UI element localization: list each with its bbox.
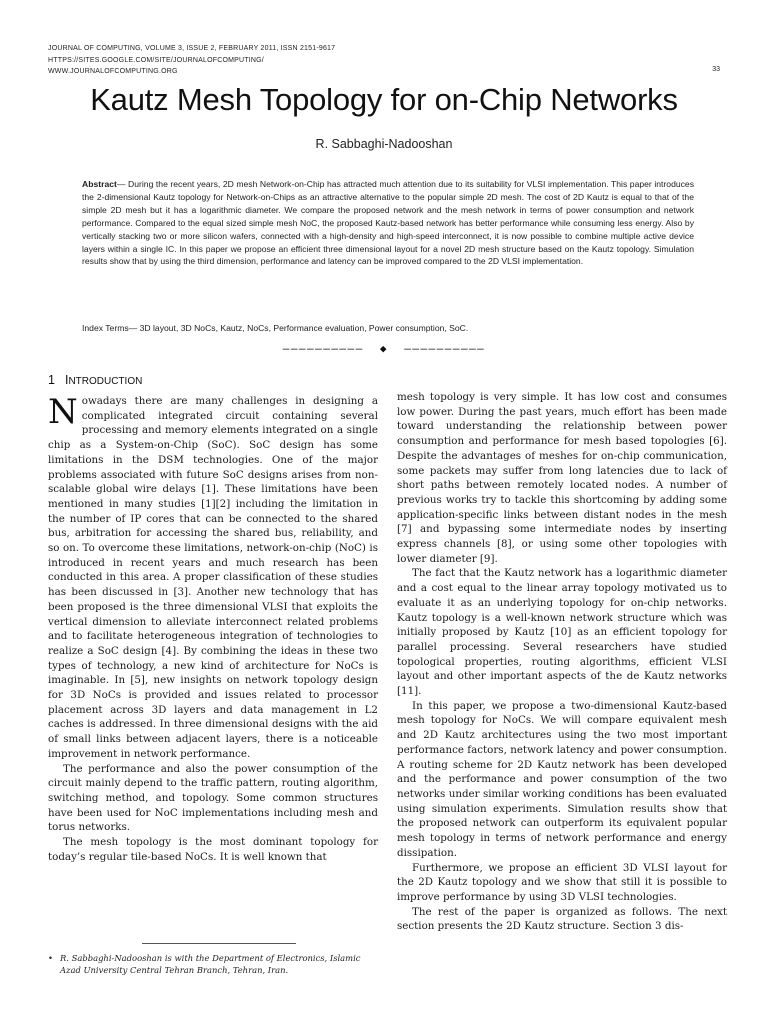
index-terms-dash: — <box>128 323 140 333</box>
abstract-dash: — <box>116 179 129 189</box>
paper-title: Kautz Mesh Topology for on-Chip Networks <box>90 82 678 117</box>
journal-website: WWW.JOURNALOFCOMPUTING.ORG <box>48 68 178 75</box>
paragraph: mesh topology is very simple. It has low cost and consumes low power. During the past years, much effort has been made toward understanding the relationship between power consumption and performance for mesh based topologies [6]. Despite the advantages of meshes for on-chip communication, some packets may suffer from long latencies due to lack of short paths between remotely located nodes. A number of previous works try to tackle this shortcoming by adding some application-specific links between distant nodes in the mesh [7] and bypassing some intermediate nodes by inserting express channels [8], or using some other topologies with lower diameter [9]. <box>397 391 727 565</box>
index-terms-label: Index Terms <box>82 323 129 333</box>
section-divider: —————————— ◆ —————————— <box>282 344 486 356</box>
paragraph <box>48 394 378 762</box>
section-first-letter: I <box>64 373 69 387</box>
abstract-text: During the recent years, 2D mesh Network-on-Chip has attracted much attention due to its suitability for VLSI implementation. This paper introduces the 2-dimensional Kautz topology for Network-on-Chips as an attractive alternative to the popular simple 2D mesh. The cost of 2D Kautz is equal to that of the simple 2D mesh but it has a logarithmic diameter. We compare the proposed network and the mesh network in terms of power consumption and network performance. Compared to the equal sized simple mesh NoC, the proposed Kautz-based network has better performance while consuming less energy. Also by vertically stacking two or more silicon wafers, connected with a high-density and high-speed interconnect, it is now possible to combine multiple active device layers within a single IC. In this paper we propose an efficient three dimensional layout for a novel 2D mesh structure based on the Kautz topology. Simulation results show that by using the third dimension, performance and latency can be improved compared to the 2D VLSI implementation. <box>82 179 694 267</box>
paragraph: The mesh topology is the most dominant topology for today’s regular tile-based NoCs. It is well known that <box>48 836 378 863</box>
paragraph: Furthermore, we propose an efficient 3D VLSI layout for the 2D Kautz topology and we show that still it is possible to improve performance by using 3D VLSI technologies. <box>397 861 727 903</box>
drop-cap: N <box>48 392 78 432</box>
abstract <box>82 178 694 268</box>
section-heading <box>48 373 378 390</box>
paragraph: The fact that the Kautz network has a logarithmic diameter and a cost equal to the linear array topology motivated us to evaluate it as an underlying topology for on-chip networks. Kautz topology is a well-known network structure which was initially proposed by Kautz [10] as an efficient topology for parallel processing. Several researchers have studied topological properties, routing algorithms, efficient VLSI layout and other important aspects of the de Kautz networks [11]. <box>397 567 727 698</box>
section-number: 1 <box>48 373 55 387</box>
footnote-line: Azad University Central Tehran Branch, Tehran, Iran. <box>60 965 289 975</box>
section-title-rest: NTRODUCTION <box>68 376 143 387</box>
index-terms <box>82 322 694 334</box>
abstract-label: Abstract <box>82 179 117 189</box>
paragraph-text: owadays there are many challenges in designing a complicated integrated circuit containing several processing and memory elements integrated on a single chip as a System-on-Chip (SoC). SoC design has some limitations in the DSM technologies. One of the major problems associated with future SoC designs arises from non-scalable global wire delays [1]. These limitations have been mentioned in many studies [1][2] including the limitation in the number of IP cores that can be connected to the shared bus, arbitration for accessing the shared bus, reliability, and so on. To overcome these limitations, network-on-chip (NoC) is introduced in recent years and much research has been conducted in this area. A proper classification of these studies has been discussed in [3]. Another new technology that has been proposed is the three dimensional VLSI that exploits the vertical dimension to alleviate interconnect related problems and to facilitate heterogeneous integration of technologies to realize a SoC design [4]. By combining the ideas in these two types of technology, a new kind of architecture for NoCs is imaginable. In [5], new insights on network topology design for 3D NoCs is provided and issues related to processor placement across 3D layers and data management in L2 caches is addressed. In three dimensional designs with the aid of small links between adjacent layers, there is a noticeable improvement in network performance. <box>48 395 378 760</box>
footnote <box>48 952 378 976</box>
author-name: R. Sabbaghi-Nadooshan <box>315 137 453 151</box>
footnote-bullet: • <box>48 953 53 963</box>
paragraph: In this paper, we propose a two-dimensional Kautz-based mesh topology for NoCs. We will compare equivalent mesh and 2D Kautz architectures using the two most important performance factors, network latency and power consumption. A routing scheme for 2D Kautz network has been developed and the performance and power consumption of the two networks under similar working conditions has been evaluated using simulation experiments. Simulation results show that the proposed network can outperform its equivalent popular mesh topology in terms of network performance and energy dissipation. <box>397 699 727 859</box>
running-header <box>48 43 335 78</box>
index-terms-text: 3D layout, 3D NoCs, Kautz, NoCs, Performance evaluation, Power consumption, SoC. <box>139 323 469 333</box>
page-number: 33 <box>712 66 720 73</box>
footnote-rule <box>142 943 296 944</box>
left-column <box>48 373 378 865</box>
footnote-line: R. Sabbaghi-Nadooshan is with the Department of Electronics, Islamic <box>60 953 361 963</box>
journal-url: HTTPS://SITES.GOOGLE.COM/SITE/JOURNALOFCOMPUTING/ <box>48 56 264 64</box>
paragraph: The performance and also the power consumption of the circuit mainly depend to the traffic pattern, routing algorithm, switching method, and topology. Some common structures have been used for NoC implementations including mesh and torus networks. <box>48 762 378 834</box>
journal-info: JOURNAL OF COMPUTING, VOLUME 3, ISSUE 2, FEBRUARY 2011, ISSN 2151-9617 <box>48 45 336 52</box>
paragraph: The rest of the paper is organized as follows. The next section presents the 2D Kautz structure. Section 3 dis- <box>397 905 727 933</box>
right-column <box>397 390 727 934</box>
